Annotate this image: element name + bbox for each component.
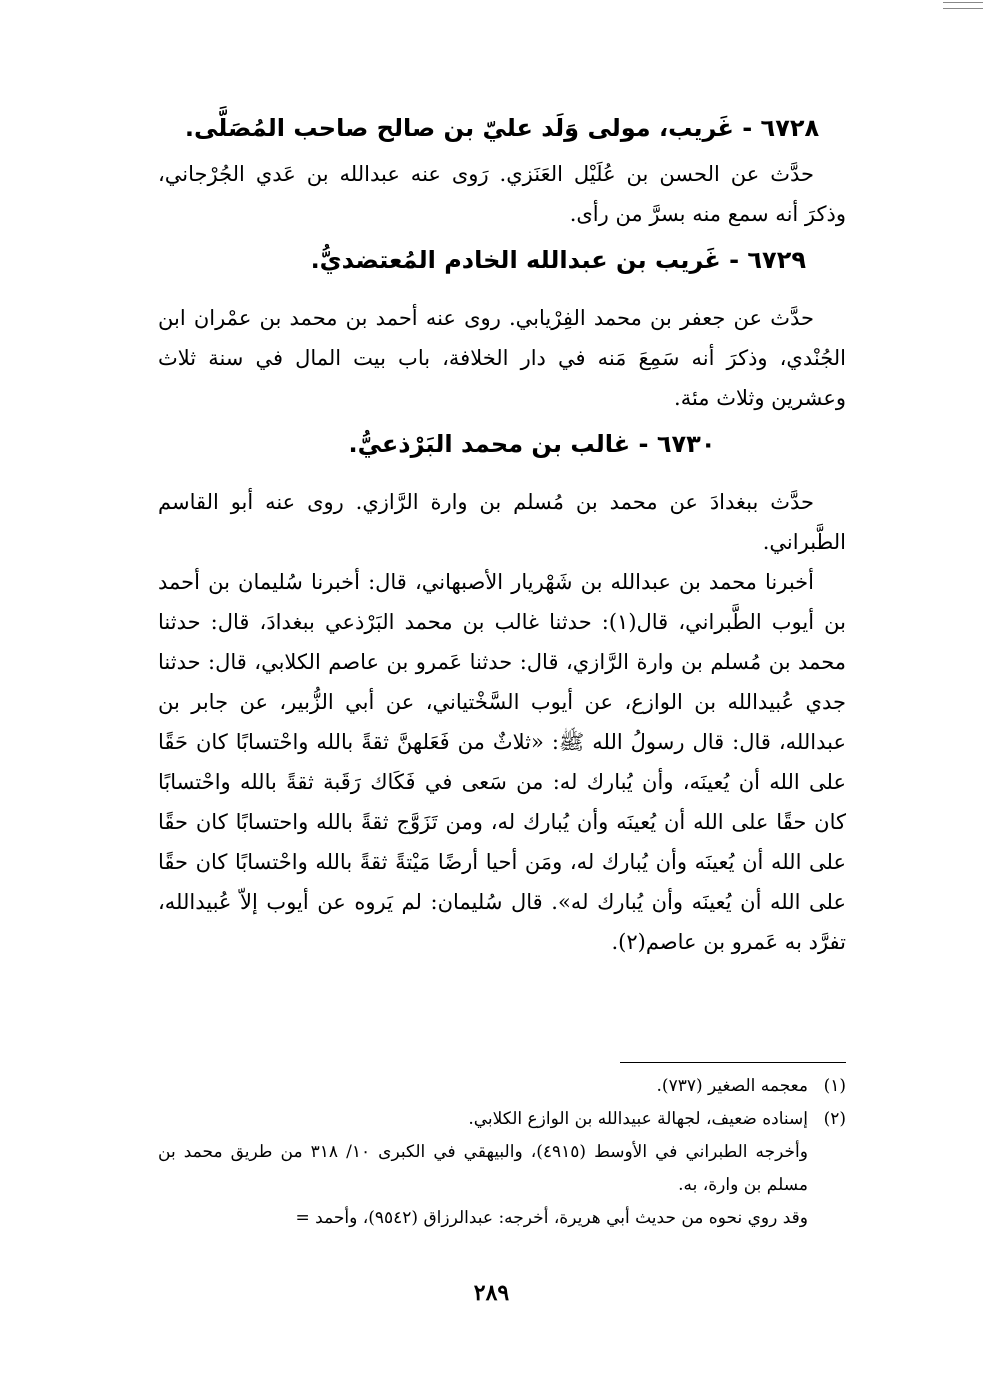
footnote-2-continuation: وأخرجه الطبراني في الأوسط (٤٩١٥)، والبيهقي في الكبرى ١٠/ ٣١٨ من طريق محمد بن مسلم بن وارة، به. — [158, 1142, 808, 1195]
footnote-1 — [158, 1070, 846, 1103]
entry-body-6728: حدَّث عن الحسن بن عُلَيْل العَنَزي. رَوى عنه عبدالله بن عَدي الجُرْجاني، وذكرَ أنه سمع منه بسرَّ من رأى. — [158, 162, 846, 226]
footnote-2-continuation: وقد روي نحوه من حديث أبي هريرة، أخرجه: عبدالرزاق (٩٥٤٢)، وأحمد = — [295, 1208, 808, 1228]
top-edge-rule-2 — [943, 8, 983, 9]
page-number: ٢٨٩ — [473, 1280, 510, 1306]
footnote-text: إسناده ضعيف، لجهالة عبيدالله بن الوازع الكلابي. — [468, 1109, 808, 1129]
entry-body-6729: حدَّث عن جعفر بن محمد الفِرْيابي. روى عنه أحمد بن محمد بن عمْران ابن الجُنْدي، وذكرَ أنه سَمِعَ مَنه في دار الخلافة، باب بيت المال في سنة ثلاث وعشرين وثلاث مئة. — [158, 306, 846, 410]
footnote-2 — [158, 1103, 846, 1136]
entry-heading-6728: ٦٧٢٨ - غَريب، مولى وَلَد عليّ بن صالح صاحب المُصَلَّى. — [184, 114, 820, 142]
footnote-divider — [620, 1062, 846, 1063]
footnote-number: (١) — [823, 1076, 846, 1096]
footnotes — [158, 1070, 846, 1235]
footnote-text: معجمه الصغير (٧٣٧). — [656, 1076, 808, 1096]
entry-body-6730: حدَّث ببغدادَ عن محمد بن مُسلم بن وارة الرَّازي. روى عنه أبو القاسم الطَّبراني. — [158, 490, 846, 554]
footnote-number: (٢) — [823, 1109, 846, 1129]
page-body — [158, 100, 846, 962]
entry-heading-6730: ٦٧٣٠ - غالب بن محمد البَرْذعيُّ. — [348, 430, 716, 458]
entry-heading-6729: ٦٧٢٩ - غَريب بن عبدالله الخادم المُعتضديُّ. — [310, 246, 806, 274]
top-edge-rule — [943, 2, 983, 3]
hadith-text: أخبرنا محمد بن عبدالله بن شَهْريار الأصبهاني، قال: أخبرنا سُليمان بن أحمد بن أيوب الطَّبراني، قال(١): حدثنا غالب بن محمد البَرْذعي ببغدادَ، قال: حدثنا محمد بن مُسلم بن وارة الرَّازي، قال: حدثنا عَمرو بن عاصم الكلابي، قال: حدثنا جدي عُبيدالله بن الوازع، عن أيوب السَّخْتياني، عن أبي الزُّبير، عن جابر بن عبدالله، قال: قال رسولُ الله ﷺ: «ثلاثٌ من فَعَلهنَّ ثقةً بالله واحْتسابًا كان حَقًا على الله أن يُعينَه، وأن يُبارك له: من سَعى في فَكَاك رَقَبة ثقةً بالله واحْتسابًا كان حقًا على الله أن يُعينَه وأن يُبارك له، ومن تَزَوَّج ثقةً بالله واحتسابًا كان حقًا على الله أن يُعينَه وأن يُبارك له، ومَن أحيا أرضًا مَيْتةً ثقةً بالله واحْتسابًا كان حقًا على الله أن يُعينَه وأن يُبارك له». قال سُليمان: لم يَروه عن أيوب إلاّ عُبيدالله، تفرَّد به عَمرو بن عاصم(٢). — [158, 570, 847, 954]
